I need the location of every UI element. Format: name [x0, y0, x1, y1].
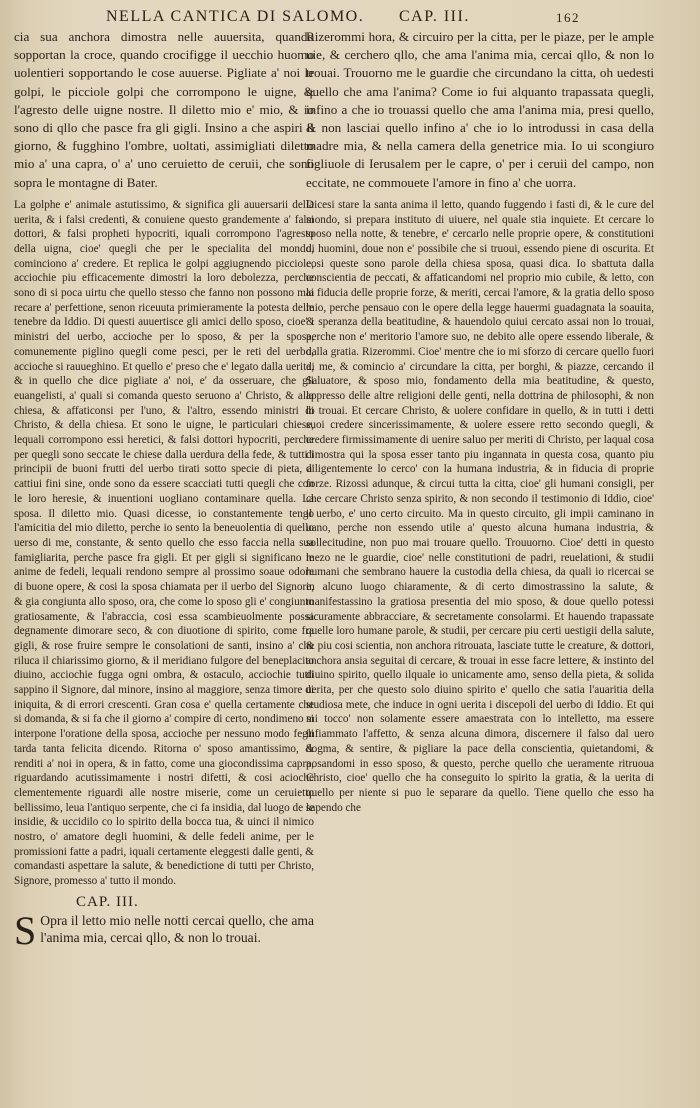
chapter-opening-text: Opra il letto mio nelle notti cercai quello, che ama l'anima mia, cercai qllo, & non lo trouai.	[40, 912, 314, 945]
right-verse-text: Rizerommi hora, & circuiro per la citta, per le piaze, per le ample uie, & cerchero qllo, che ama l'anima mia, cercai qllo, & non lo trouai. Trouorno me le guardie che circundano la citta, oh uedesti quello che ama l'anima? Come io fui alquanto trapassata quegli, infino a che io trouassi quello che ama l'anima mia, presi quello, & non lasciai quello infino a' che io lo introdussi in casa della madre mia, & nella camera della genetrice mia. Io ui scongiuro figliuole di Ierusalem per le capre, o' per i ceruii del campo, non eccitate, ne commouete l'amore in fino a' che uorra.	[306, 29, 654, 190]
right-column	[306, 28, 654, 815]
folio-number: 162	[556, 10, 580, 25]
chapter-heading: CAP. III.	[76, 893, 139, 910]
left-column	[14, 28, 314, 953]
right-verse-block	[306, 28, 654, 192]
chapter-opening	[14, 907, 314, 953]
left-commentary: La golphe e' animale astutissimo, & significa gli auuersarii della uerita, & i falsi credenti, & conuiene questo grandemente a' falsi dottori, & falsi propheti hypocriti, iquali corrompono l'agresto della uigna, cioe' quegli che per le specialita del mondo, cominciono a' credere. Et replica le golpi aggiugnendo picciole, acciochie piu efficacemente dimostri la loro debolezza, perche sono di si poca uirtu che quello stesso che fanno non possono mai recare a' perfettione, senon riceuuta primieramente la potesta delle tenebre da Iddio. Di questi auuertisce gli amici dello sposo, cioe' i ministri del uerbo, accioche per lo sposo, & per la sposa, comunemente piglino quegli come pesci, per le reti del uerbo, accioche si rauueghino. Et quello e' preso che e' legato dalla uerita, & in quello che dice pigliate a' noi, e' da osseruare, che gli euangelisti, a' quali si comanda questo seruono a' Christo, & alla chiesa, & affaticonsi per l'uno, & l'altro, essendo ministri di Christo, & della chiesa. Et sono le uigne, le particulari chiese, lequali corrompono essi heretici, & falsi dottori hypocriti, perche per quegli sono seccate le chiese dalla uerdura della fede, & tutti i principii de buoni frutti del uerbo tirati sotto specie di pieta, a' cattiui fini sine, onde sono da essere scacciati tutti quegli che con le loro heresie, & inuentioni uogliano contaminare quella. La sposa. Il diletto mio. Quasi dicesse, io constantemente tengo l'amicitia del mio diletto, perche io sento la beneuolentia di quello uerso di me, constante, & sento quello che esso faccia nella sua famigliarita, perche pasce fra gigli. Et per gigli si significano le anime de fedeli, lequali rendono sempre al prossimo soaue odore di buone opere, & cosi la sposa chiamata per il uerbo del Signore, & gia congiunta allo sposo, ora, che come lo sposo gli e' congiunto gratiosamente, & l'abraccia, cosi essa scambieuolmente possa degnamente dimorare seco, & con diuotione di spirito, come fra gigli, & rose fruire sempre le consolationi de santi, insino a' che riluca il chiarissimo giorno, & il meridiano fulgore del beneplacito diuino, acciochie fugga ogni ombra, & ostaculo, acciochie tutti sappino il Signore, dal minore, insino al maggiore, senza timore di iniquita, & di errori crescenti. Gran cosa e' quella certamente che si domanda, & si fa che il giorno a' compire di certo, nondimeno si interpone l'oratione della sposa, accioche per nessuno modo fegli tarda tanta felicita dicendo. Ritorna o' sposo amantissimo, & renditi a' noi in opera, & in fatto, come una giocondissima capra, riguardando acutissimamente i nostri difetti, & cosi acioche clementemente riguardi alle nostre miserie, come un ceruietto bellissimo, leua l'antiquo serpente, che ci fa insidia, dal luogo de le insidie, & uccidilo co lo spirito della bocca tua, & uinci il nimico nostro, o' amatore degli huomini, & delle fedeli anime, per le promissioni fatte a padri, iquali certamente eleggesti dalle genti, & comandasti aspettare la salute, & benedictione di tutti per Christo, Signore, promesso a' tutto il mondo.	[14, 198, 314, 888]
left-verse-block	[14, 28, 314, 192]
left-verse-text: cia sua anchora dimostra nelle auuersita, quando sopportan la croce, quando crocifigge il uecchio huomo uolentieri sopportando le cose auuerse. Pigliate a' noi le golpi, le picciole golpi che corrompono le uigne, & l'agresto delle uigne nostre. Il diletto mio e' mio, & io sono di qllo che pasce fra gli gigli. Insino a che aspiri il giorno, & fugghino l'ombre, uoltati, assimigliati diletto mio a' una capra, o' a' uno ceruietto de ceruii, che sono sopra le montagne di Bater.	[14, 29, 314, 190]
right-commentary: Dicesi stare la santa anima il letto, quando fuggendo i fasti di, & le cure del mondo, si prepara instituto di uiuere, nel quale stia inquiete. Et cercare lo sposo nella notte, & tenebre, e' cercarlo nelle proprie opere, & constitutioni di huomini, doue non e' possibile che si truoui, essendo piene di oscurita. Et cosi queste sono parole della chiesa sposa, quasi dica. Io sbattuta dalla conscientia de peccati, & affaticandomi nel proprio mio cubile, & letto, con la fiducia delle proprie forze, & meriti, cercai l'amore, & la gratia dello sposo mio, perche pensauo con le opere della legge hauermi guadagnata la soauita, & speranza della beatitudine, & hauendolo quiui cercato assai non lo trouai, perche non e' meritorio l'amore suo, ne debito alle opere essendo liberale, & dalla gratia. Rizerommi. Cioe' mentre che io mi sforzo di cercare quello fuori di me, & comincio a' circundare la citta, per borghi, & piazze, cercando il Saluatore, & sposo mio, fondamento della mia beatitudine, & questo, appresso delle altre religioni delle genti, nella dottrina de philosophi, & non lo trouai. Et cercare Christo, & uolere confidare in quello, & in tutti i detti suoi credere sincerissimamente, & uolere essere retto secondo quegli, & credere firmissimamente di uenire saluo per meriti di Christo, per laqual cosa dimostra qui la sposa esser tanto piu ingannata in questa cosa, quanto piu diligentemente lo cerco' con la humana industria, & in fiducia di proprie forze. Rizossi adunque, & circui tutta la citta, cioe' gli humani consigli, per che cercare Christo senza spirito, & non secondo il testimonio di Iddio, cioe' il uerbo, e' uno certo circuito. Ma in questo circuito, gli impii caminano in uano, perche non essendo utile a' questo alcuna humana industria, & sollecitudine, non puo mai trouare quello. Trouuorno. Cioe' detti in questo mezo ne le guardie, cioe' nelle constitutioni de padri, reuelationi, & studii humani che sembrano hauere la custodia della chiesa, da quali io ricercai se in alcuno luogo chiaramente, & di certo dimostrassino la salute, & manifestassino la gratiosa presentia del mio sposo, & doue quello potessi sicuramente abbracciare, & secretamente consolarmi. Et hauendo trapassate quelle loro humane parole, & studii, per cercare piu certi uestigii della salute, & piu cosi scientia, non anchora ritrouata, lasciate tutte le creature, & dottori, anchora ansia seguitai di cercare, & trouai in esse facre lettere, & instinto del diuino spirito, quello ilquale io unicamente amo, senso della pieta, & solida uerita, per che questo solo diuino spirito e' quello che satia l'auaritia della studiosa mete, che induce in ogni uerita i discepoli del uerbo di Iddio. Et qui mi tocco' non solamente essere amaestrata con lo intelletto, ma essere infiammato l'affetto, & senza alcuna dimora, discernere il falso dal uero dogma, & sentire, & pigliare la pace della conscientia, quietandomi, & posandomi in esso sposo, & questo, perche quello che ueramente ritruoua Christo, cioe' quello che ha conseguito lo spirito la gratia, & la uerita di quello per niente si puo le separare da quello. Tiene quello che esso ha sapendo che	[306, 198, 654, 814]
running-header	[0, 8, 700, 30]
drop-cap-initial: S	[14, 907, 37, 953]
running-title: NELLA CANTICA DI SALOMO.	[106, 8, 365, 25]
header-chapter: CAP. III.	[399, 8, 470, 25]
